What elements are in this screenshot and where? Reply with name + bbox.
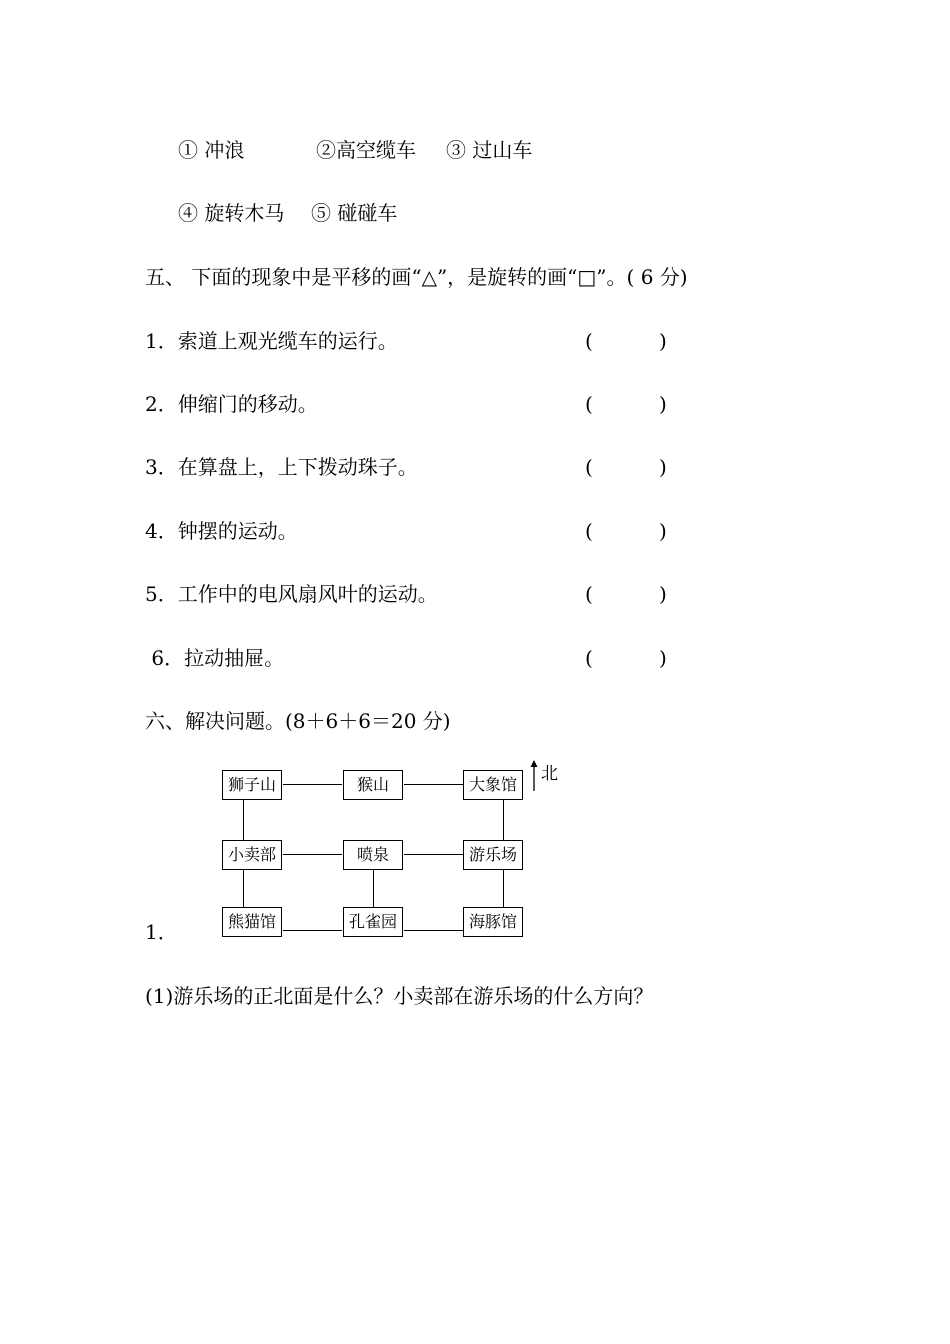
map-connector (243, 869, 244, 907)
map-place-fountain: 喷泉 (343, 840, 403, 870)
section5-item-1: 1．索道上观光缆车的运行。 (145, 329, 398, 353)
problem-number: 1． (145, 920, 178, 944)
map-connector (404, 784, 463, 785)
section5-item-2: 2．伸缩门的移动。 (145, 392, 318, 416)
section5-item-5: 5．工作中的电风扇风叶的运动。 (145, 582, 438, 606)
answer-paren-open: ( (585, 455, 593, 479)
map-place-amusement-park: 游乐场 (463, 840, 523, 870)
answer-paren-close: ) (659, 329, 667, 353)
map-connector (243, 799, 244, 840)
answer-paren-close: ) (659, 392, 667, 416)
map-place-snack-shop: 小卖部 (222, 840, 282, 870)
section5-title: 五、 下面的现象中是平移的画“△”，是旋转的画“□”。( 6 分) (145, 265, 688, 289)
section5-item-4: 4．钟摆的运动。 (145, 519, 298, 543)
north-arrow-icon (529, 760, 539, 792)
map-place-peacock-garden: 孔雀园 (343, 907, 403, 937)
map-place-dolphin-house: 海豚馆 (463, 907, 523, 937)
north-label: 北 (541, 764, 558, 784)
section5-item-6: 6．拉动抽屉。 (145, 646, 285, 670)
question-1-1: (1)游乐场的正北面是什么？小卖部在游乐场的什么方向？ (145, 984, 654, 1008)
map-place-panda-house: 熊猫馆 (222, 907, 282, 937)
answer-paren-close: ) (659, 455, 667, 479)
map-connector (503, 799, 504, 840)
section6-title: 六、解决问题。(8＋6＋6＝20 分) (145, 709, 451, 733)
answer-paren-close: ) (659, 582, 667, 606)
answer-paren-open: ( (585, 329, 593, 353)
answer-paren-open: ( (585, 646, 593, 670)
map-connector (404, 930, 463, 931)
map-place-elephant-house: 大象馆 (463, 770, 523, 800)
map-place-lion-hill: 狮子山 (222, 770, 282, 800)
map-connector (373, 869, 374, 907)
ride-option-bumper-cars: ⑤ 碰碰车 (311, 201, 398, 225)
map-connector (283, 930, 342, 931)
answer-paren-open: ( (585, 582, 593, 606)
map-connector (283, 854, 342, 855)
map-connector (503, 869, 504, 907)
answer-paren-open: ( (585, 392, 593, 416)
answer-paren-close: ) (659, 646, 667, 670)
ride-option-cable-car: ②高空缆车 (316, 138, 416, 162)
ride-option-carousel: ④ 旋转木马 (178, 201, 285, 225)
ride-option-surfing: ① 冲浪 (178, 138, 245, 162)
map-place-monkey-hill: 猴山 (343, 770, 403, 800)
map-connector (283, 784, 342, 785)
section5-item-3: 3．在算盘上，上下拨动珠子。 (145, 455, 418, 479)
map-connector (404, 854, 463, 855)
answer-paren-open: ( (585, 519, 593, 543)
ride-option-roller-coaster: ③ 过山车 (446, 138, 533, 162)
answer-paren-close: ) (659, 519, 667, 543)
